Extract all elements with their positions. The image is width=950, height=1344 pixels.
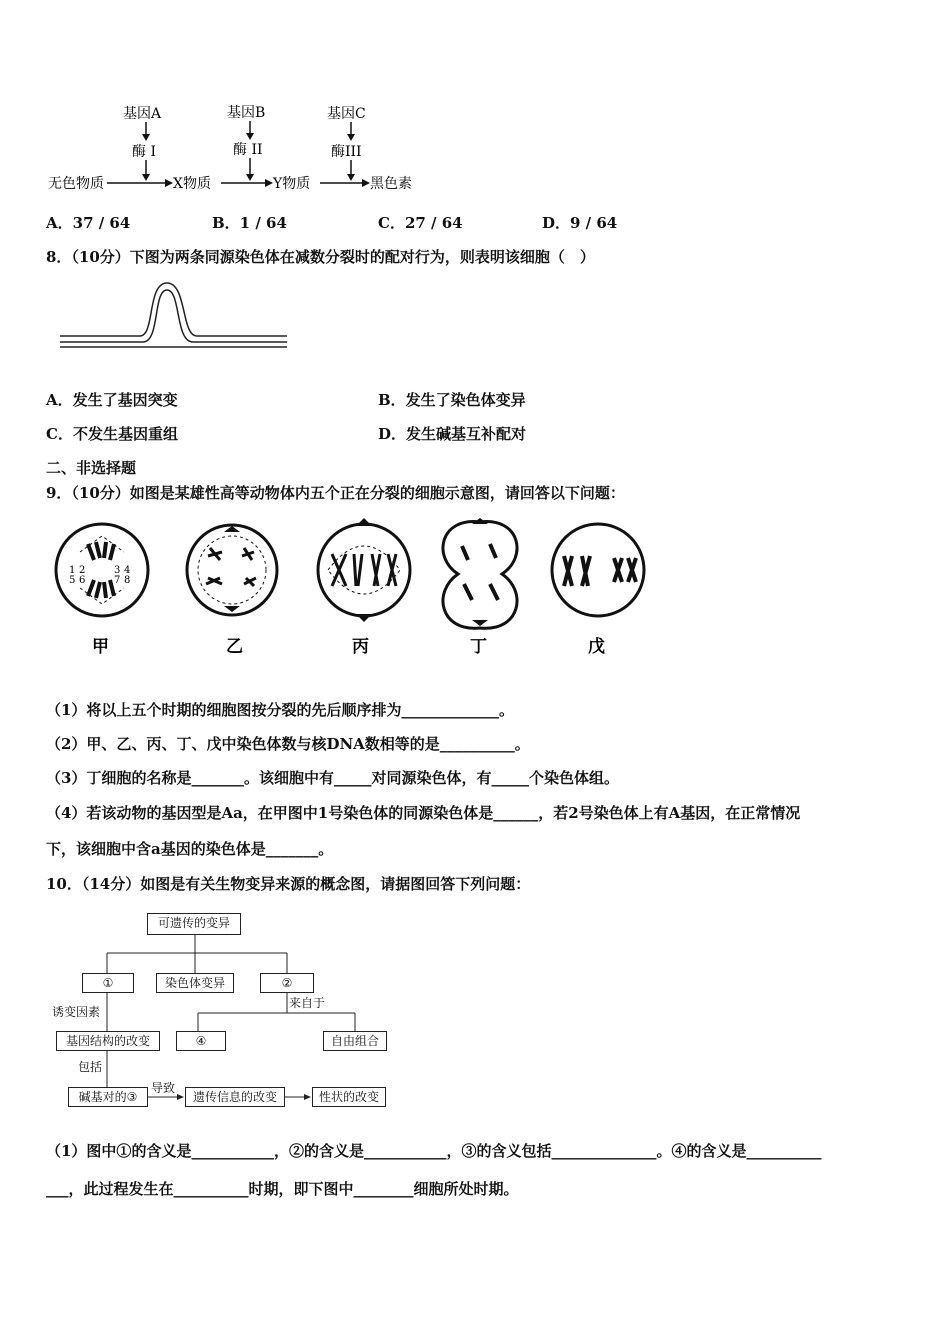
node-4: ④	[176, 1031, 226, 1051]
edge-include: 包括	[78, 1060, 103, 1074]
q7-option-b[interactable]: B．1 / 64	[212, 214, 287, 232]
substance-y: Y物质	[273, 176, 311, 192]
edge-mutagen: 诱变因素	[52, 1005, 101, 1019]
node-heritable-variation: 可遗传的变异	[147, 913, 241, 935]
q9-sub-2: （2）甲、乙、丙、丁、戊中染色体数与核DNA数相等的是__________。	[46, 735, 530, 753]
edge-lead-to: 导致	[151, 1081, 176, 1095]
node-base-pair-3: 碱基对的③	[68, 1087, 148, 1107]
svg-text:1: 1	[69, 565, 76, 576]
q9-stem: 9．（10分）如图是某雄性高等动物体内五个正在分裂的细胞示意图，请回答以下问题：	[46, 484, 625, 502]
node-free-combination: 自由组合	[323, 1031, 387, 1051]
node-chromosome-variation: 染色体变异	[156, 973, 234, 993]
svg-text:8: 8	[124, 575, 131, 586]
cell-division-figure	[50, 512, 670, 662]
q8-stem: 8．（10分）下图为两条同源染色体在减数分裂时的配对行为，则表明该细胞（ ）	[46, 248, 595, 266]
q9-sub-4-cont: 下，该细胞中含a基因的染色体是_______。	[46, 840, 334, 858]
node-trait-change: 性状的改变	[312, 1087, 386, 1107]
q10-stem: 10．（14分）如图是有关生物变异来源的概念图，请据图回答下列问题：	[46, 875, 531, 893]
cell-label-ding: 丁	[470, 637, 487, 657]
q10-sub-1-cont: ___，此过程发生在__________时期，即下图中________细胞所处时期。	[46, 1180, 519, 1198]
q9-sub-3: （3）丁细胞的名称是_______。该细胞中有_____对同源染色体，有_____个染色体组。	[46, 769, 619, 787]
substance-colorless: 无色物质	[48, 176, 104, 192]
cell-label-wu: 戊	[588, 637, 605, 657]
substance-melanin: 黑色素	[370, 176, 412, 192]
q8-option-c[interactable]: C．不发生基因重组	[46, 425, 178, 443]
enzyme-3-label: 酶III	[331, 144, 362, 160]
svg-text:5: 5	[69, 575, 76, 586]
svg-text:7: 7	[114, 575, 121, 586]
svg-text:6: 6	[79, 575, 86, 586]
svg-text:3: 3	[114, 565, 121, 576]
node-genetic-info-change: 遗传信息的改变	[185, 1087, 285, 1107]
svg-text:4: 4	[124, 565, 131, 576]
pathway-diagram	[45, 100, 445, 198]
q8-option-b[interactable]: B．发生了染色体变异	[378, 391, 526, 409]
cell-label-jia: 甲	[92, 637, 109, 657]
q7-option-a[interactable]: A．37 / 64	[46, 214, 131, 232]
variation-concept-map	[50, 905, 410, 1115]
enzyme-2-label: 酶 II	[233, 142, 263, 158]
chromosome-loop-figure	[55, 278, 295, 358]
node-gene-structure-change: 基因结构的改变	[56, 1031, 160, 1051]
q8-option-a[interactable]: A．发生了基因突变	[46, 391, 178, 409]
cell-label-bing: 丙	[352, 637, 369, 657]
section-heading: 二、非选择题	[46, 459, 137, 477]
q10-sub-1: （1）图中①的含义是___________，②的含义是___________，③的含义包括______________。④的含义是__________	[46, 1142, 822, 1160]
substance-x: X物质	[173, 176, 211, 192]
q9-sub-4: （4）若该动物的基因型是Aa，在甲图中1号染色体的同源染色体是______，若2号染色体上有A基因，在正常情况	[46, 804, 801, 822]
gene-a-label: 基因A	[123, 106, 162, 122]
gene-b-label: 基因B	[227, 105, 266, 121]
cell-label-yi: 乙	[226, 637, 243, 657]
q8-option-d[interactable]: D．发生碱基互补配对	[378, 425, 527, 443]
gene-c-label: 基因C	[327, 106, 366, 122]
edge-comes-from: 来自于	[289, 996, 326, 1010]
q7-option-c[interactable]: C．27 / 64	[378, 214, 463, 232]
q9-sub-1: （1）将以上五个时期的细胞图按分裂的先后顺序排为_____________。	[46, 701, 514, 719]
pathway-svg	[45, 100, 445, 198]
node-1: ①	[82, 973, 134, 993]
node-2: ②	[260, 973, 314, 993]
q7-option-d[interactable]: D．9 / 64	[542, 214, 618, 232]
enzyme-1-label: 酶 I	[132, 144, 156, 160]
svg-text:2: 2	[79, 565, 86, 576]
